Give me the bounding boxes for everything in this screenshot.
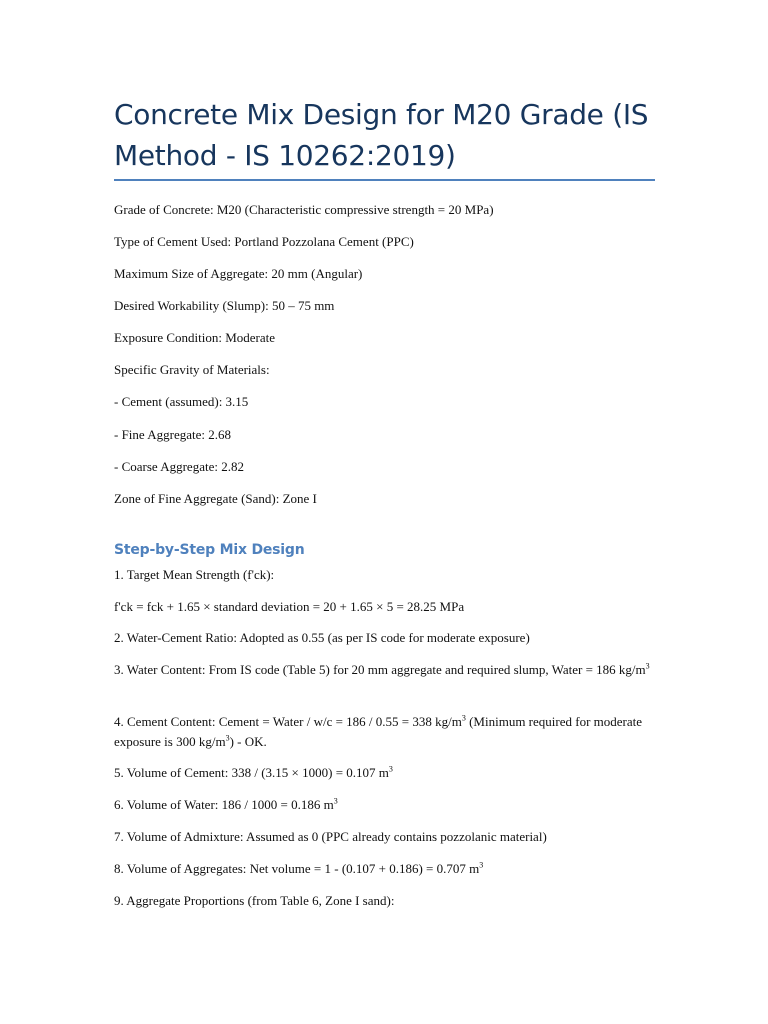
step-4-superscript-b: 3 <box>225 733 230 743</box>
step-4-text-b: (Minimum required for moderate exposure is 300 kg/m <box>114 714 643 749</box>
step-2: 2. Water-Cement Ratio: Adopted as 0.55 (as per IS code for moderate exposure) <box>114 630 530 645</box>
step-7: 7. Volume of Admixture: Assumed as 0 (PPC already contains pozzolanic material) <box>114 829 547 844</box>
param-aggregate-size: Maximum Size of Aggregate: 20 mm (Angular) <box>114 266 363 281</box>
step-5-superscript: 3 <box>388 764 393 774</box>
param-workability: Desired Workability (Slump): 50 – 75 mm <box>114 298 335 313</box>
step-4-text-c: ) - OK. <box>229 734 267 749</box>
step-3-superscript: 3 <box>645 661 650 671</box>
param-sg-coarse-aggregate: - Coarse Aggregate: 2.82 <box>114 459 244 474</box>
step-8-superscript: 3 <box>479 860 484 870</box>
step-4 <box>114 712 654 752</box>
param-grade: Grade of Concrete: M20 (Characteristic compressive strength = 20 MPa) <box>114 202 494 217</box>
step-1-formula: f'ck = fck + 1.65 × standard deviation = 20 + 1.65 × 5 = 28.25 MPa <box>114 599 465 614</box>
step-6-superscript: 3 <box>333 796 338 806</box>
param-sg-cement: - Cement (assumed): 3.15 <box>114 394 249 409</box>
step-4-superscript-a: 3 <box>461 713 466 723</box>
step-8-text: 8. Volume of Aggregates: Net volume = 1 - (0.107 + 0.186) = 0.707 m <box>114 861 480 876</box>
step-3 <box>114 660 654 680</box>
step-5 <box>114 763 654 783</box>
title-underline <box>114 179 655 181</box>
param-sand-zone: Zone of Fine Aggregate (Sand): Zone I <box>114 491 317 506</box>
step-6 <box>114 795 654 815</box>
step-5-text: 5. Volume of Cement: 338 / (3.15 × 1000) = 0.107 m <box>114 765 389 780</box>
step-9: 9. Aggregate Proportions (from Table 6, Zone I sand): <box>114 893 395 908</box>
param-cement-type: Type of Cement Used: Portland Pozzolana Cement (PPC) <box>114 234 414 249</box>
param-exposure: Exposure Condition: Moderate <box>114 330 276 345</box>
param-specific-gravity: Specific Gravity of Materials: <box>114 362 270 377</box>
step-1: 1. Target Mean Strength (f'ck): <box>114 567 275 582</box>
step-4-text-a: 4. Cement Content: Cement = Water / w/c = 186 / 0.55 = 338 kg/m <box>114 714 462 729</box>
param-sg-fine-aggregate: - Fine Aggregate: 2.68 <box>114 427 231 442</box>
step-3-text: 3. Water Content: From IS code (Table 5) for 20 mm aggregate and required slump, Water = 186 kg/m <box>114 662 646 677</box>
document-title: Concrete Mix Design for M20 Grade (IS Method - IS 10262:2019) <box>114 98 649 172</box>
step-6-text: 6. Volume of Water: 186 / 1000 = 0.186 m <box>114 797 334 812</box>
step-8 <box>114 859 654 879</box>
section-heading: Step-by-Step Mix Design <box>114 542 305 558</box>
